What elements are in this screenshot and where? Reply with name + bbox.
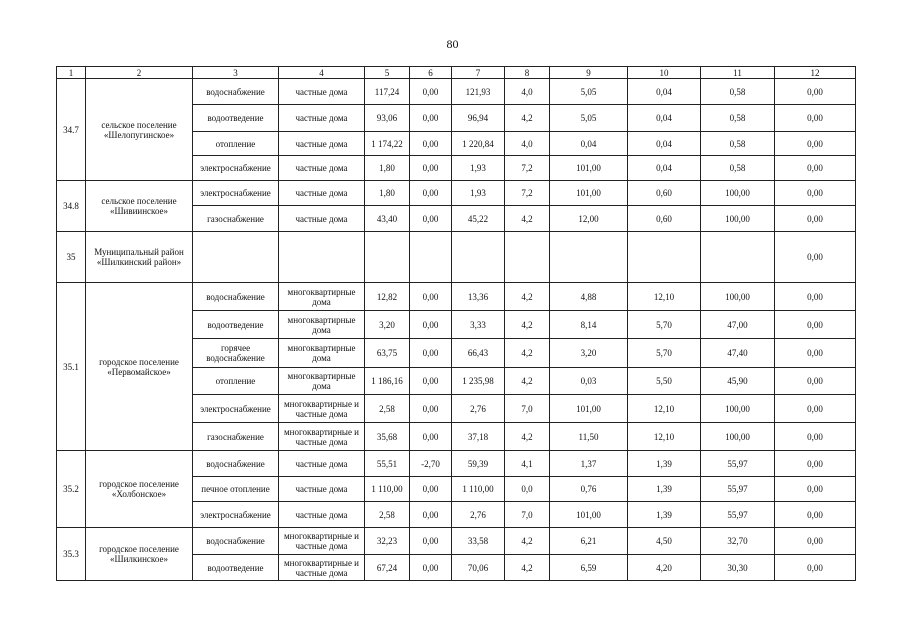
housing-type-cell: частные дома	[279, 451, 365, 477]
value-cell	[550, 232, 628, 283]
value-cell: 0,00	[775, 283, 856, 311]
value-cell: 0,00	[775, 206, 856, 232]
value-cell: 55,51	[365, 451, 410, 477]
service-cell: печное отопление	[193, 477, 279, 502]
value-cell: 0,60	[628, 206, 701, 232]
service-cell: водоснабжение	[193, 528, 279, 555]
value-cell: 63,75	[365, 339, 410, 368]
value-cell: 11,50	[550, 423, 628, 451]
value-cell: -2,70	[410, 451, 452, 477]
value-cell: 1,80	[365, 156, 410, 181]
value-cell: 0,00	[775, 156, 856, 181]
value-cell: 0,00	[410, 181, 452, 206]
value-cell: 93,06	[365, 105, 410, 132]
value-cell: 4,20	[628, 555, 701, 581]
value-cell: 3,20	[365, 311, 410, 339]
value-cell: 0,04	[628, 105, 701, 132]
value-cell: 0,00	[775, 528, 856, 555]
value-cell: 0,00	[410, 206, 452, 232]
value-cell: 4,2	[505, 555, 550, 581]
housing-type-cell: частные дома	[279, 206, 365, 232]
value-cell: 0,00	[410, 423, 452, 451]
value-cell: 12,10	[628, 395, 701, 423]
value-cell: 0,58	[701, 132, 775, 156]
housing-type-cell: многоквартирные дома	[279, 283, 365, 311]
value-cell: 1 186,16	[365, 368, 410, 395]
row-number-cell: 35.1	[57, 283, 86, 451]
value-cell: 66,43	[452, 339, 505, 368]
value-cell: 55,97	[701, 477, 775, 502]
value-cell: 101,00	[550, 181, 628, 206]
value-cell: 4,2	[505, 105, 550, 132]
value-cell: 0,00	[775, 181, 856, 206]
value-cell: 4,2	[505, 368, 550, 395]
service-cell: отопление	[193, 368, 279, 395]
service-cell: водоотведение	[193, 311, 279, 339]
settlement-name-cell: городское поселение «Холбонское»	[86, 451, 193, 528]
housing-type-cell: многоквартирные дома	[279, 339, 365, 368]
table-row	[57, 528, 856, 555]
value-cell: 2,76	[452, 395, 505, 423]
value-cell: 1 110,00	[452, 477, 505, 502]
value-cell	[452, 232, 505, 283]
value-cell: 100,00	[701, 423, 775, 451]
value-cell: 0,00	[410, 477, 452, 502]
value-cell: 8,14	[550, 311, 628, 339]
service-cell: отопление	[193, 132, 279, 156]
value-cell: 1 174,22	[365, 132, 410, 156]
header-cell: 1	[57, 67, 86, 79]
table-row	[57, 181, 856, 206]
value-cell: 0,00	[410, 79, 452, 105]
header-cell: 2	[86, 67, 193, 79]
value-cell: 0,00	[410, 105, 452, 132]
value-cell: 70,06	[452, 555, 505, 581]
service-cell: горячее водоснабжение	[193, 339, 279, 368]
value-cell: 1,39	[628, 451, 701, 477]
value-cell: 4,2	[505, 423, 550, 451]
value-cell	[410, 232, 452, 283]
service-cell: водоотведение	[193, 105, 279, 132]
settlement-name-cell: Муниципальный район «Шилкинский район»	[86, 232, 193, 283]
value-cell: 13,36	[452, 283, 505, 311]
value-cell: 43,40	[365, 206, 410, 232]
table-row	[57, 283, 856, 311]
tariff-table	[56, 66, 856, 581]
value-cell: 100,00	[701, 206, 775, 232]
value-cell: 35,68	[365, 423, 410, 451]
service-cell	[193, 232, 279, 283]
value-cell: 121,93	[452, 79, 505, 105]
value-cell: 101,00	[550, 156, 628, 181]
value-cell: 47,00	[701, 311, 775, 339]
value-cell: 2,58	[365, 502, 410, 528]
value-cell: 45,22	[452, 206, 505, 232]
value-cell: 96,94	[452, 105, 505, 132]
value-cell	[505, 232, 550, 283]
value-cell	[701, 232, 775, 283]
value-cell: 55,97	[701, 502, 775, 528]
value-cell: 32,70	[701, 528, 775, 555]
value-cell: 0,00	[410, 156, 452, 181]
value-cell: 67,24	[365, 555, 410, 581]
housing-type-cell	[279, 232, 365, 283]
service-cell: водоснабжение	[193, 451, 279, 477]
value-cell: 12,10	[628, 423, 701, 451]
service-cell: электроснабжение	[193, 395, 279, 423]
service-cell: газоснабжение	[193, 423, 279, 451]
value-cell: 0,00	[775, 79, 856, 105]
value-cell: 45,90	[701, 368, 775, 395]
page-number: 80	[446, 37, 459, 51]
settlement-name-cell: сельское поселение «Шивиинское»	[86, 181, 193, 232]
value-cell: 6,21	[550, 528, 628, 555]
header-cell: 7	[452, 67, 505, 79]
housing-type-cell: частные дома	[279, 477, 365, 502]
value-cell: 12,00	[550, 206, 628, 232]
service-cell: водоснабжение	[193, 79, 279, 105]
value-cell: 4,2	[505, 339, 550, 368]
value-cell: 0,76	[550, 477, 628, 502]
value-cell: 6,59	[550, 555, 628, 581]
value-cell: 0,00	[775, 132, 856, 156]
value-cell: 33,58	[452, 528, 505, 555]
value-cell: 0,00	[410, 132, 452, 156]
value-cell: 0,00	[775, 339, 856, 368]
value-cell: 0,58	[701, 79, 775, 105]
value-cell: 5,70	[628, 339, 701, 368]
housing-type-cell: частные дома	[279, 502, 365, 528]
value-cell: 0,00	[775, 477, 856, 502]
value-cell: 12,82	[365, 283, 410, 311]
value-cell: 0,04	[628, 156, 701, 181]
value-cell: 4,2	[505, 206, 550, 232]
value-cell: 0,04	[628, 132, 701, 156]
value-cell: 0,00	[410, 311, 452, 339]
value-cell: 0,00	[775, 423, 856, 451]
header-cell: 8	[505, 67, 550, 79]
row-number-cell: 35	[57, 232, 86, 283]
value-cell: 0,03	[550, 368, 628, 395]
value-cell: 2,58	[365, 395, 410, 423]
header-cell: 11	[701, 67, 775, 79]
housing-type-cell: частные дома	[279, 156, 365, 181]
housing-type-cell: многоквартирные и частные дома	[279, 555, 365, 581]
header-row	[57, 67, 856, 79]
value-cell: 1 235,98	[452, 368, 505, 395]
header-cell: 9	[550, 67, 628, 79]
value-cell: 1,93	[452, 156, 505, 181]
service-cell: водоснабжение	[193, 283, 279, 311]
value-cell: 117,24	[365, 79, 410, 105]
value-cell: 37,18	[452, 423, 505, 451]
value-cell: 32,23	[365, 528, 410, 555]
value-cell: 4,0	[505, 79, 550, 105]
value-cell: 5,70	[628, 311, 701, 339]
header-cell: 4	[279, 67, 365, 79]
housing-type-cell: многоквартирные и частные дома	[279, 395, 365, 423]
housing-type-cell: частные дома	[279, 181, 365, 206]
settlement-name-cell: городское поселение «Шилкинское»	[86, 528, 193, 581]
value-cell: 1,39	[628, 502, 701, 528]
value-cell: 55,97	[701, 451, 775, 477]
header-cell: 12	[775, 67, 856, 79]
value-cell: 0,60	[628, 181, 701, 206]
value-cell: 0,00	[775, 502, 856, 528]
value-cell: 12,10	[628, 283, 701, 311]
value-cell: 4,2	[505, 311, 550, 339]
value-cell: 101,00	[550, 502, 628, 528]
value-cell: 0,00	[775, 555, 856, 581]
settlement-name-cell: сельское поселение «Шелопугинское»	[86, 79, 193, 181]
value-cell: 7,2	[505, 181, 550, 206]
value-cell: 0,00	[775, 105, 856, 132]
value-cell: 3,20	[550, 339, 628, 368]
value-cell: 5,05	[550, 79, 628, 105]
value-cell: 3,33	[452, 311, 505, 339]
value-cell: 0,00	[775, 232, 856, 283]
value-cell: 1 220,84	[452, 132, 505, 156]
value-cell: 0,00	[410, 339, 452, 368]
service-cell: электроснабжение	[193, 502, 279, 528]
housing-type-cell: многоквартирные и частные дома	[279, 423, 365, 451]
value-cell: 7,0	[505, 502, 550, 528]
value-cell: 1,39	[628, 477, 701, 502]
value-cell: 4,2	[505, 528, 550, 555]
header-cell: 10	[628, 67, 701, 79]
table-row	[57, 232, 856, 283]
row-number-cell: 34.7	[57, 79, 86, 181]
value-cell: 0,58	[701, 105, 775, 132]
table-row	[57, 451, 856, 477]
row-number-cell: 35.2	[57, 451, 86, 528]
row-number-cell: 35.3	[57, 528, 86, 581]
header-cell: 6	[410, 67, 452, 79]
value-cell: 4,50	[628, 528, 701, 555]
housing-type-cell: частные дома	[279, 132, 365, 156]
value-cell: 0,04	[550, 132, 628, 156]
value-cell: 0,00	[410, 283, 452, 311]
value-cell: 101,00	[550, 395, 628, 423]
value-cell: 0,00	[775, 368, 856, 395]
value-cell: 0,00	[775, 451, 856, 477]
value-cell: 100,00	[701, 283, 775, 311]
housing-type-cell: многоквартирные дома	[279, 311, 365, 339]
value-cell: 0,0	[505, 477, 550, 502]
table-body	[57, 67, 856, 581]
value-cell: 4,88	[550, 283, 628, 311]
housing-type-cell: многоквартирные и частные дома	[279, 528, 365, 555]
value-cell: 100,00	[701, 395, 775, 423]
value-cell: 59,39	[452, 451, 505, 477]
value-cell: 0,00	[410, 555, 452, 581]
value-cell	[628, 232, 701, 283]
value-cell: 0,04	[628, 79, 701, 105]
value-cell	[365, 232, 410, 283]
value-cell: 7,2	[505, 156, 550, 181]
value-cell: 0,00	[410, 528, 452, 555]
value-cell: 4,2	[505, 283, 550, 311]
settlement-name-cell: городское поселение «Первомайское»	[86, 283, 193, 451]
service-cell: газоснабжение	[193, 206, 279, 232]
value-cell: 1,37	[550, 451, 628, 477]
value-cell: 1,93	[452, 181, 505, 206]
value-cell: 47,40	[701, 339, 775, 368]
value-cell: 1 110,00	[365, 477, 410, 502]
service-cell: водоотведение	[193, 555, 279, 581]
housing-type-cell: частные дома	[279, 79, 365, 105]
value-cell: 7,0	[505, 395, 550, 423]
value-cell: 1,80	[365, 181, 410, 206]
value-cell: 5,50	[628, 368, 701, 395]
value-cell: 100,00	[701, 181, 775, 206]
header-cell: 5	[365, 67, 410, 79]
value-cell: 5,05	[550, 105, 628, 132]
value-cell: 30,30	[701, 555, 775, 581]
service-cell: электроснабжение	[193, 181, 279, 206]
value-cell: 4,1	[505, 451, 550, 477]
header-cell: 3	[193, 67, 279, 79]
value-cell: 0,58	[701, 156, 775, 181]
table-row	[57, 79, 856, 105]
value-cell: 2,76	[452, 502, 505, 528]
value-cell: 0,00	[410, 502, 452, 528]
value-cell: 0,00	[775, 311, 856, 339]
row-number-cell: 34.8	[57, 181, 86, 232]
value-cell: 0,00	[410, 395, 452, 423]
housing-type-cell: частные дома	[279, 105, 365, 132]
value-cell: 0,00	[410, 368, 452, 395]
housing-type-cell: многоквартирные дома	[279, 368, 365, 395]
value-cell: 4,0	[505, 132, 550, 156]
value-cell: 0,00	[775, 395, 856, 423]
service-cell: электроснабжение	[193, 156, 279, 181]
